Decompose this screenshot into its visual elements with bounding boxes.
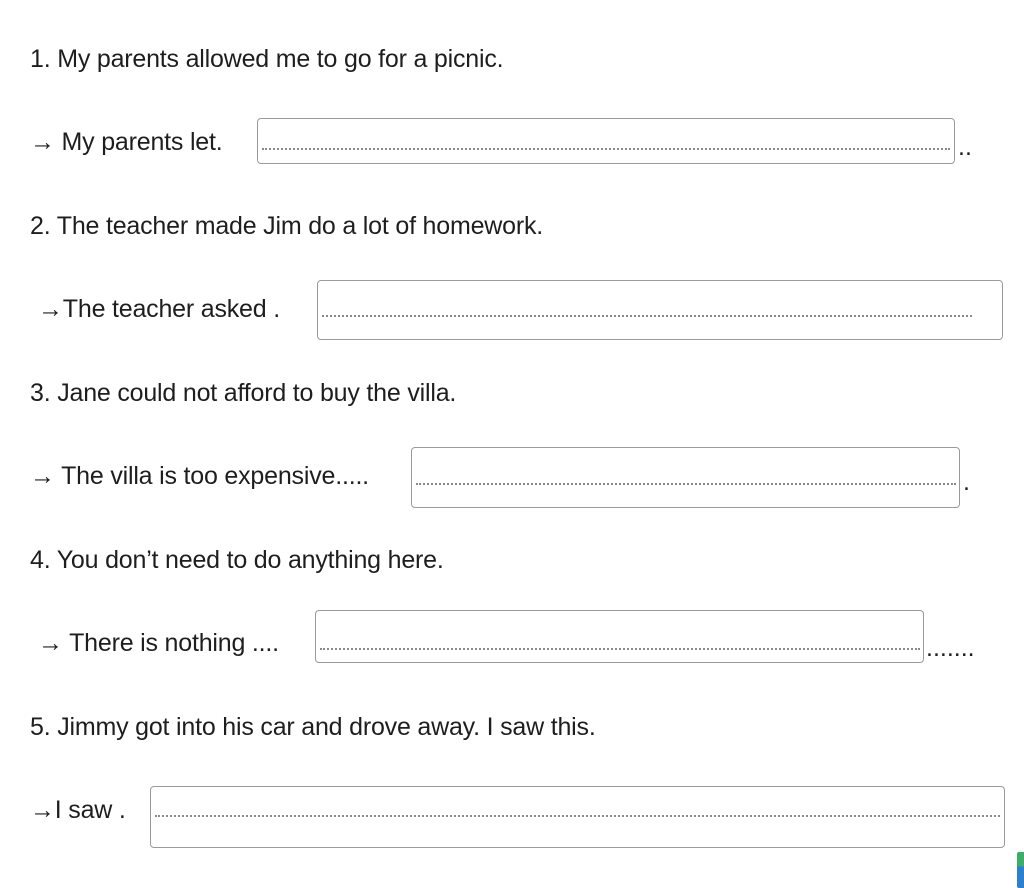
question-2-sentence: 2. The teacher made Jim do a lot of homework. <box>30 212 544 240</box>
corner-badge-icon <box>1017 852 1024 888</box>
question-5-prompt: →I saw . <box>30 796 126 824</box>
answer-3-tail: . <box>963 468 970 496</box>
answer-4-tail: ....... <box>926 634 975 662</box>
question-4-prompt: → There is nothing .... <box>38 629 279 657</box>
question-5-sentence: 5. Jimmy got into his car and drove away. I saw this. <box>30 713 596 741</box>
question-3-sentence: 3. Jane could not afford to buy the villa. <box>30 379 457 407</box>
question-4-sentence: 4. You don’t need to do anything here. <box>30 546 444 574</box>
answer-2-input[interactable] <box>317 280 1003 340</box>
answer-4-input[interactable] <box>315 610 924 663</box>
answer-1-input[interactable] <box>257 118 955 164</box>
question-1-prompt: → My parents let. <box>30 128 223 156</box>
question-3-prompt: → The villa is too expensive..... <box>30 462 369 490</box>
answer-5-input[interactable] <box>150 786 1005 848</box>
question-2-prompt: →The teacher asked . <box>38 295 280 323</box>
question-1-sentence: 1. My parents allowed me to go for a picnic. <box>30 45 504 73</box>
answer-1-tail: .. <box>958 133 972 161</box>
answer-3-input[interactable] <box>411 447 960 508</box>
